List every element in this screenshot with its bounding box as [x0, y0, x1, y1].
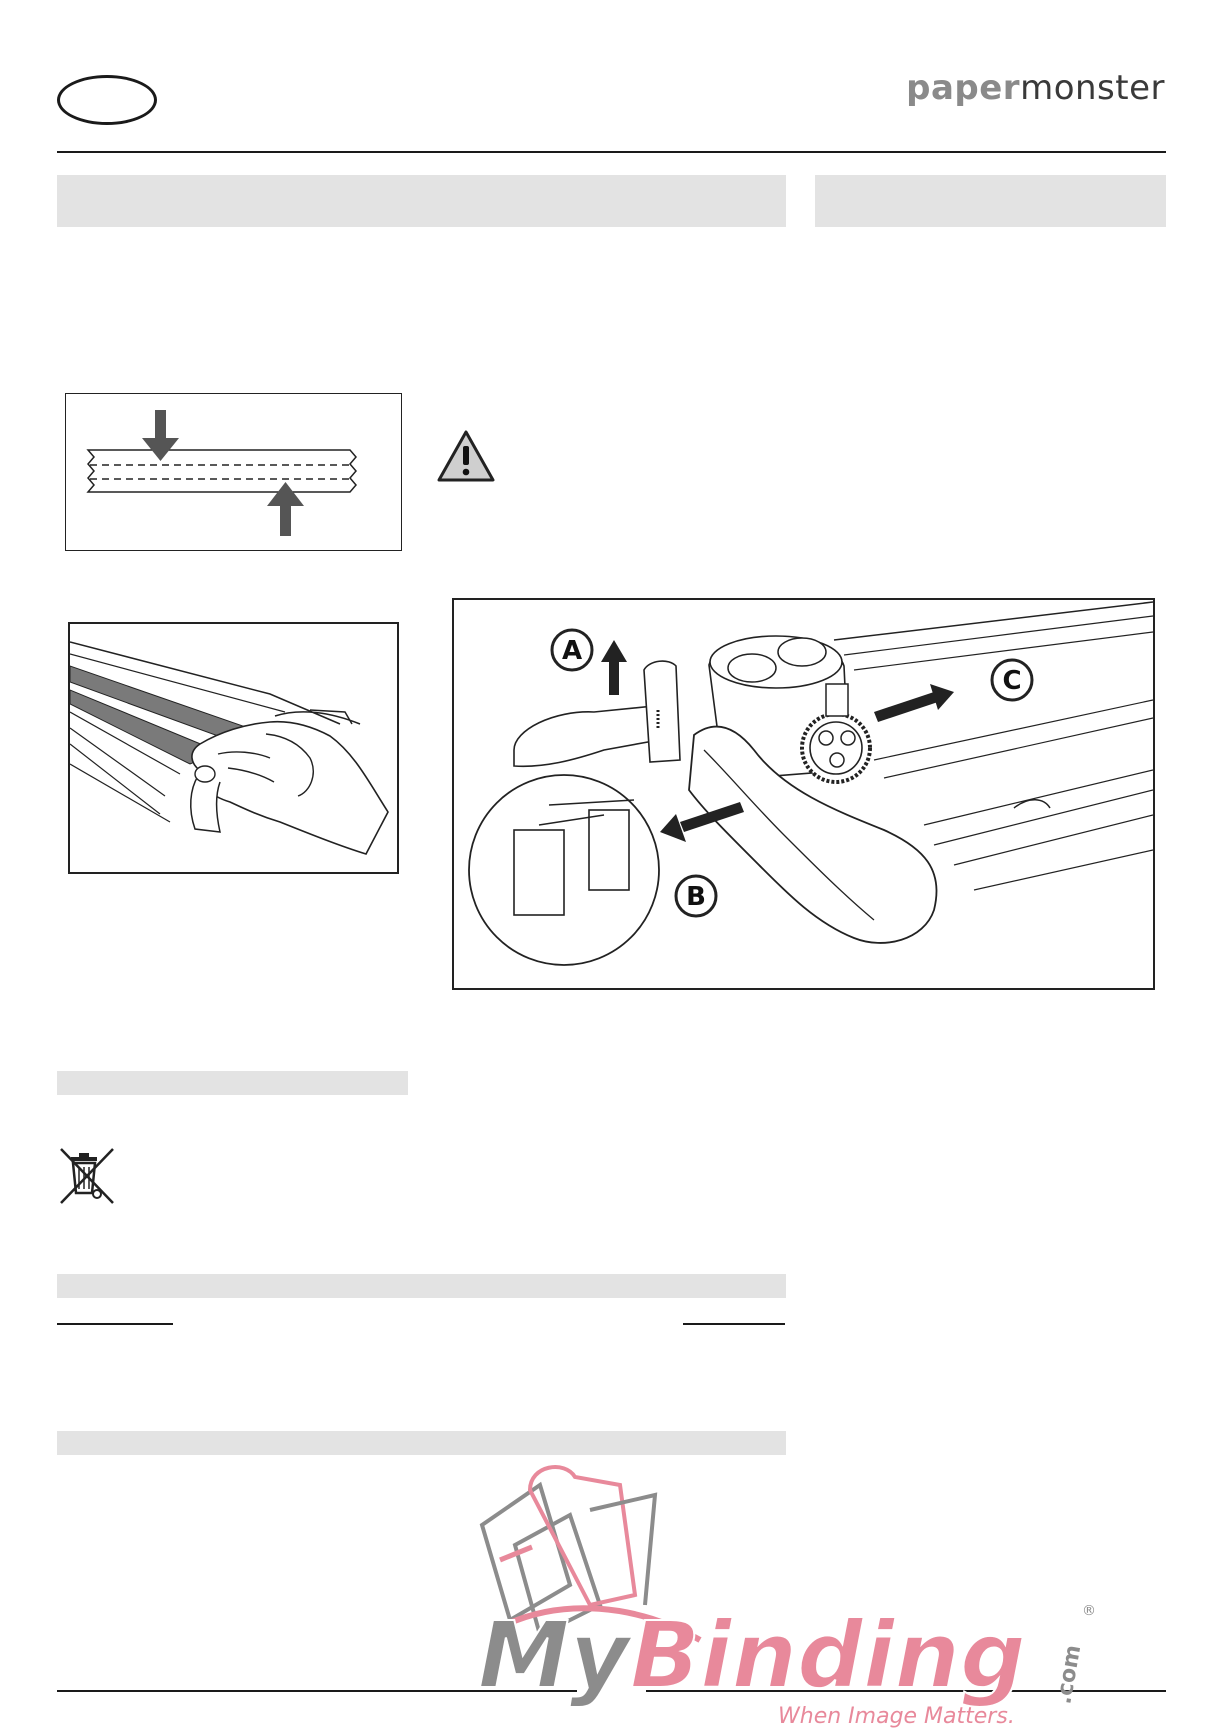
figure-cutter-head	[452, 598, 1155, 990]
section-bar-right	[815, 175, 1166, 227]
watermark-com: .com	[1051, 1643, 1087, 1707]
watermark-binding: Binding	[630, 1602, 1026, 1709]
column-underline-left	[57, 1323, 173, 1325]
language-badge	[57, 75, 157, 125]
warning-icon	[436, 429, 496, 483]
label-a: A	[561, 636, 583, 666]
watermark-tagline: When Image Matters.	[778, 1704, 1015, 1729]
section-bar-left	[57, 175, 786, 227]
weee-bin-icon	[57, 1145, 117, 1205]
watermark-my: My	[478, 1602, 630, 1709]
watermark-logo	[470, 1455, 1110, 1730]
column-underline-right	[683, 1323, 785, 1325]
label-c: C	[1002, 666, 1022, 696]
figure-strip-insert	[68, 622, 399, 874]
figure-cut-line	[65, 393, 402, 551]
brand-logo: papermonster	[906, 68, 1165, 108]
label-b: B	[686, 882, 706, 912]
section-bar-specs	[57, 1274, 786, 1298]
watermark-registered: ®	[1082, 1603, 1096, 1619]
section-bar-disposal	[57, 1071, 408, 1095]
header-rule	[57, 151, 1166, 153]
section-bar-final	[57, 1431, 786, 1455]
